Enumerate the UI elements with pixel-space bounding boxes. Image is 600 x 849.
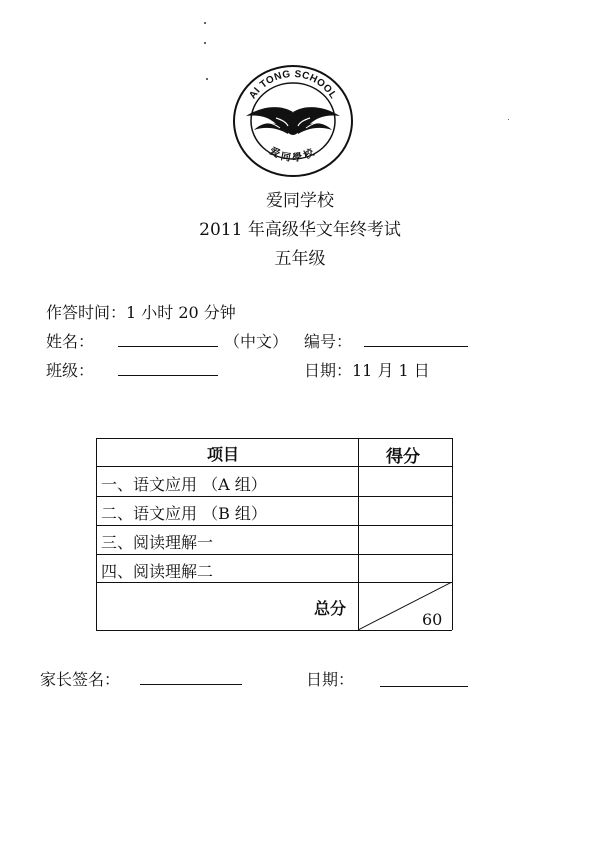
name-label: 姓名：	[46, 332, 95, 351]
table-row: 一、语文应用 （A 组）	[101, 475, 267, 494]
school-name: 爱同学校	[266, 191, 334, 211]
scan-speck	[204, 42, 206, 44]
logo-top-text: AI TONG SCHOOL	[247, 68, 339, 102]
id-field[interactable]	[364, 346, 468, 347]
col-item-header: 项目	[207, 445, 240, 464]
school-logo	[232, 64, 354, 178]
duration: 作答时间：1 小时 20 分钟	[46, 303, 236, 322]
scan-speck	[206, 78, 208, 80]
name-chinese-note: （中文）	[224, 332, 289, 351]
parent-signature-field[interactable]	[140, 684, 242, 685]
class-label: 班级：	[46, 361, 95, 380]
table-row: 二、语文应用 （B 组）	[101, 504, 267, 523]
col-score-header: 得分	[386, 447, 420, 467]
table-row: 三、阅读理解一	[101, 533, 214, 552]
class-field[interactable]	[118, 375, 218, 376]
scan-speck	[508, 119, 509, 120]
total-max: 60	[422, 610, 443, 629]
name-field[interactable]	[118, 346, 218, 347]
footer-date-label: 日期：	[306, 670, 355, 689]
logo-bottom-text: 爱同學校	[267, 145, 319, 165]
table-row: 四、阅读理解二	[101, 562, 214, 581]
grade-level: 五年级	[274, 249, 326, 269]
exam-title: 2011 年高级华文年终考试	[199, 220, 401, 240]
footer-date-field[interactable]	[380, 686, 468, 687]
scan-speck	[204, 22, 206, 24]
total-label: 总分	[314, 599, 347, 618]
exam-date: 日期：11 月 1 日	[304, 361, 430, 380]
parent-signature-label: 家长签名：	[40, 670, 121, 689]
svg-text:爱同學校	[267, 144, 319, 164]
wings-emblem	[246, 107, 340, 135]
id-label: 编号：	[304, 332, 353, 351]
